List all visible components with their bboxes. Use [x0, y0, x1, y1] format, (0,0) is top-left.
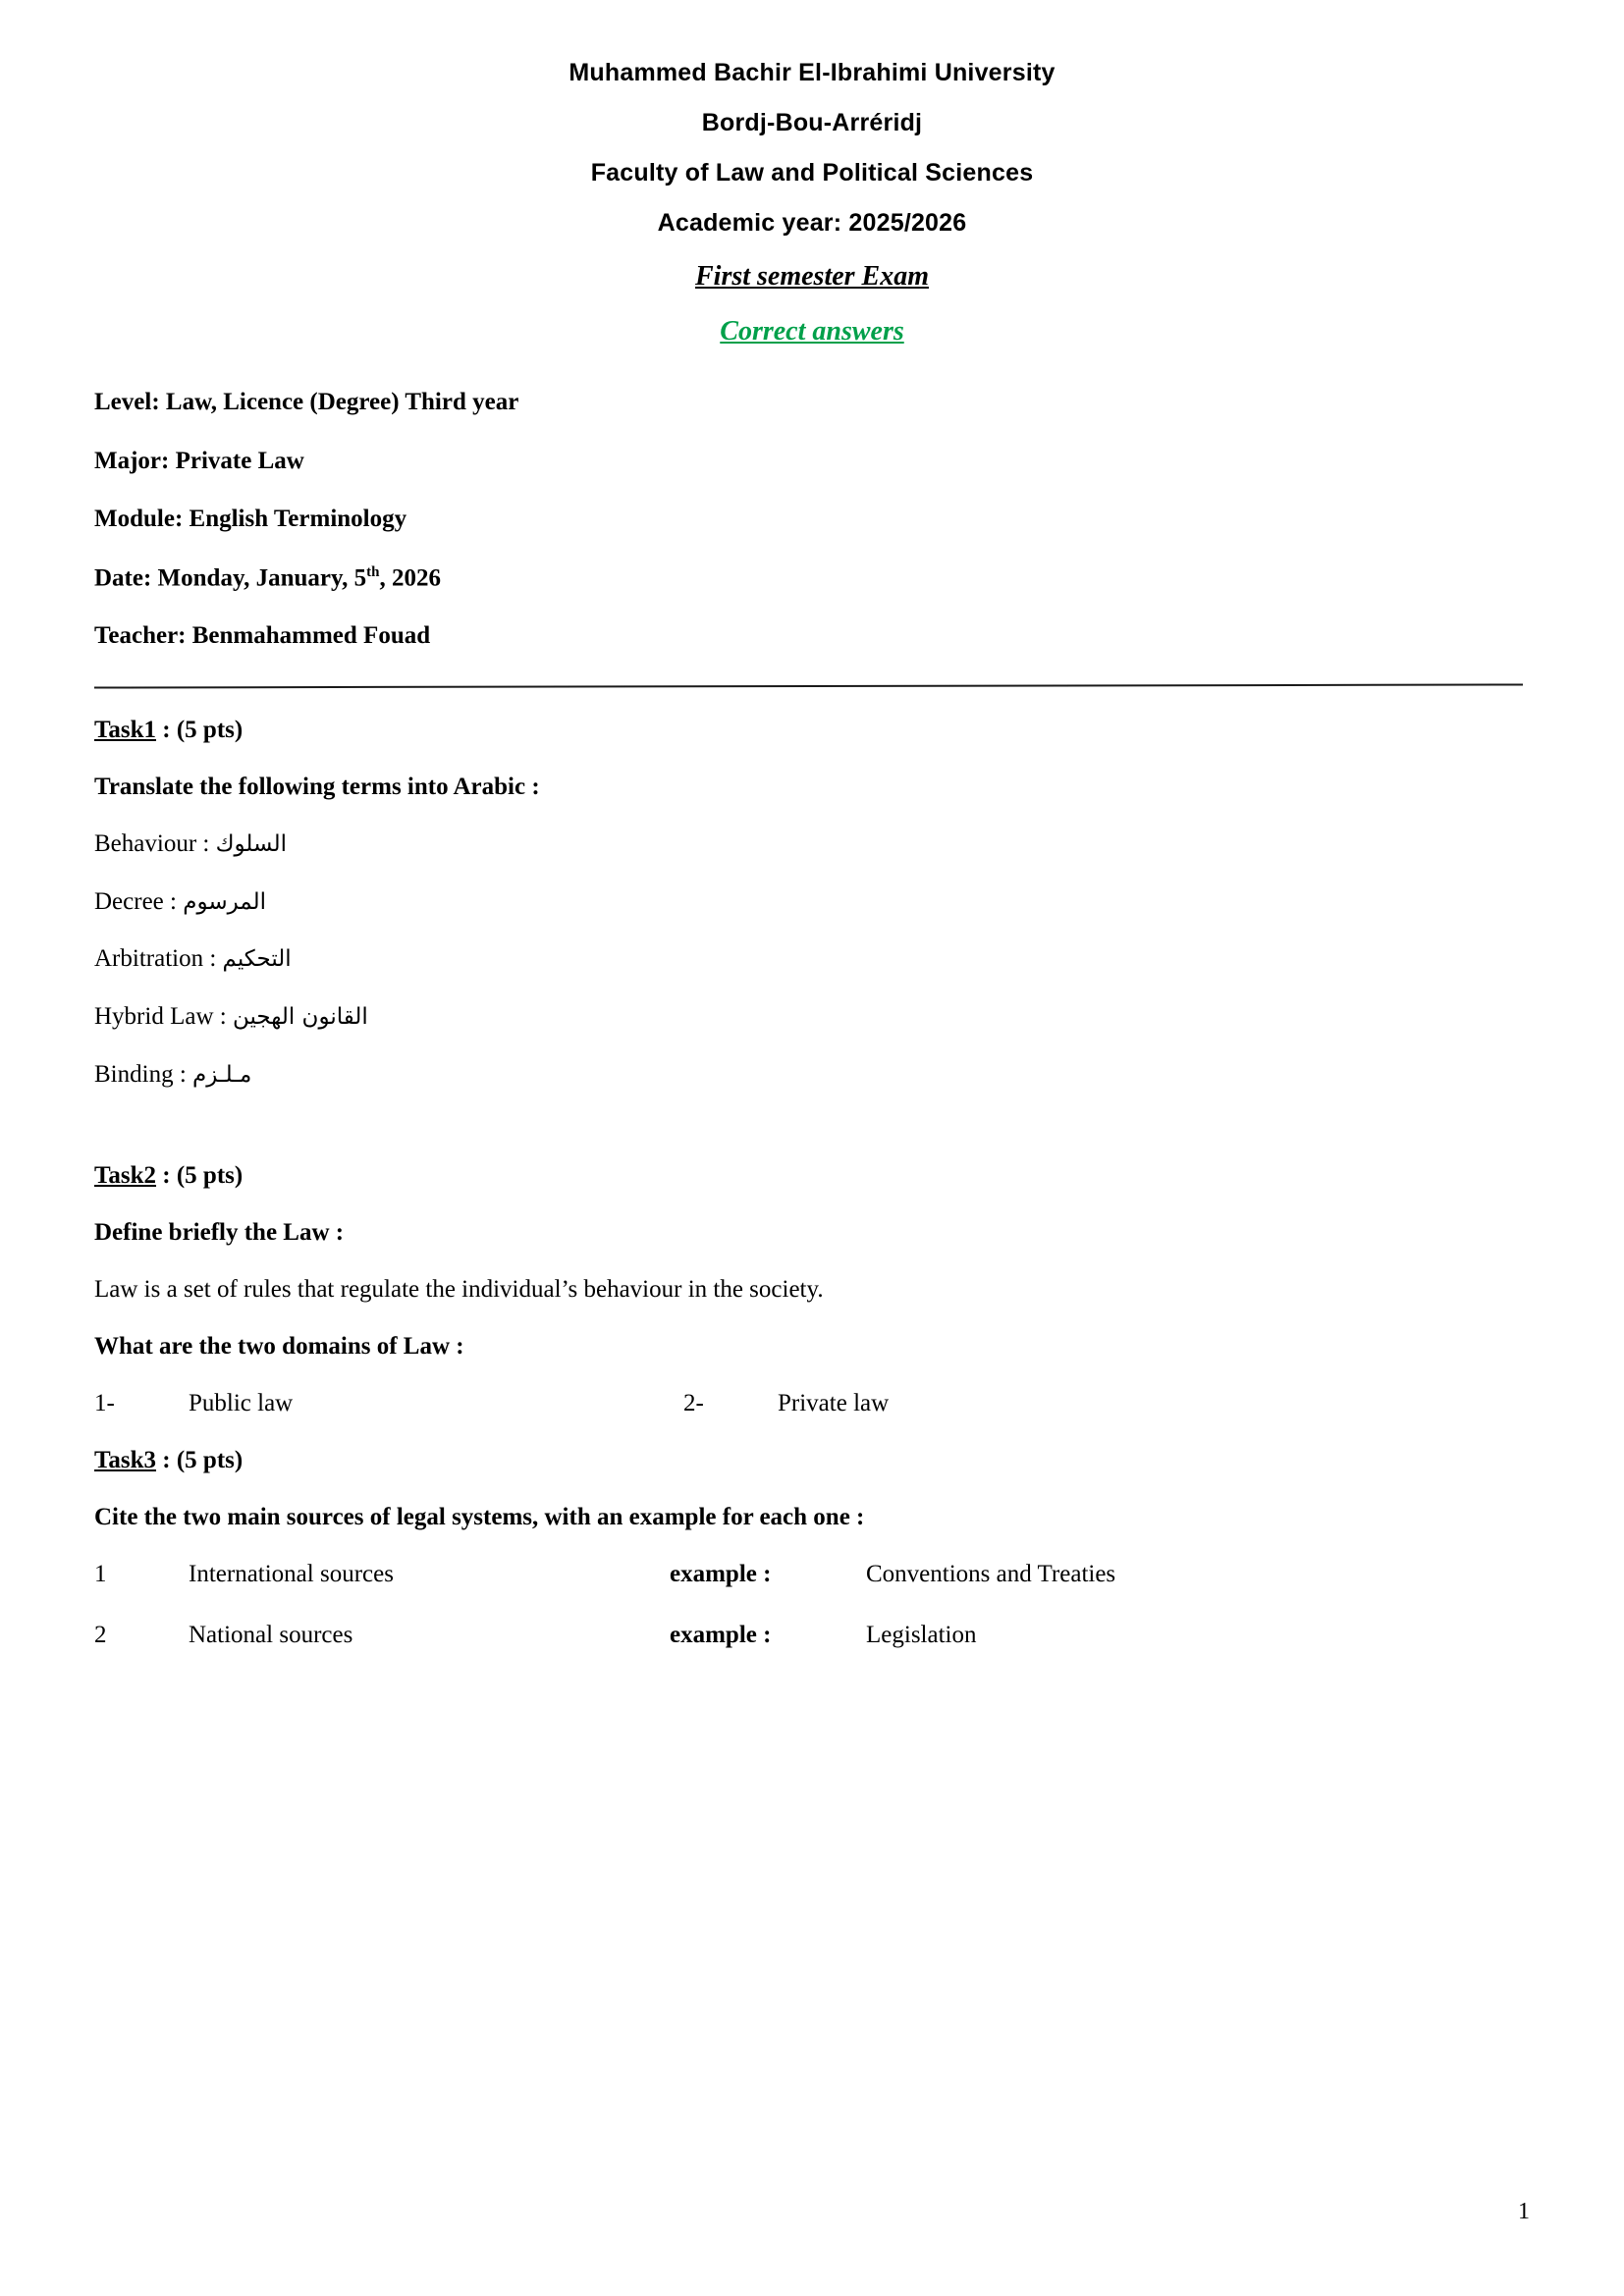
meta-level: Level: Law, Licence (Degree) Third year: [94, 389, 519, 415]
task2-label: Task2: [94, 1161, 157, 1189]
spacer: [94, 1119, 1530, 1162]
term-arabic: التحكيم: [222, 946, 292, 973]
task3-points: : (5 pts): [156, 1447, 244, 1474]
source-name: National sources: [189, 1622, 353, 1649]
law-domains-row: [94, 1390, 1530, 1417]
term-arabic: القانون الهجين: [232, 1004, 368, 1031]
term-text: Hybrid Law :: [94, 1003, 233, 1031]
meta-date-ordinal: th: [366, 563, 380, 580]
meta-date: [94, 564, 1530, 592]
meta-date-prefix: Date: Monday, January, 5: [94, 563, 367, 591]
domain-name: Public law: [189, 1390, 294, 1417]
term-text: Decree :: [94, 887, 184, 915]
task2-prompt-domains: What are the two domains of Law :: [94, 1333, 464, 1361]
term-text: Binding :: [94, 1060, 193, 1088]
source-index: 2: [94, 1622, 107, 1649]
source-example-label: example :: [670, 1561, 772, 1588]
meta-teacher: Teacher: Benmahammed Fouad: [94, 622, 431, 650]
task1-points: : (5 pts): [156, 716, 244, 743]
source-row: [94, 1561, 1530, 1588]
task2-heading: [94, 1162, 1530, 1190]
term-text: Behaviour :: [94, 829, 216, 857]
task1-heading: [94, 717, 1530, 744]
term-arabic: السلوك: [215, 830, 287, 857]
task1-prompt: Translate the following terms into Arabic :: [94, 773, 540, 800]
domain-name: Private law: [778, 1390, 890, 1417]
translation-item: [94, 888, 1530, 917]
term-arabic: المرسوم: [183, 888, 266, 915]
university-header: [94, 61, 1530, 236]
correct-answers-label: Correct answers: [720, 316, 904, 347]
translation-item: [94, 945, 1530, 974]
academic-year: Academic year: 2025/2026: [657, 209, 967, 237]
meta-major: Major: Private Law: [94, 447, 304, 474]
university-name: Muhammed Bachir El-Ibrahimi University: [568, 59, 1056, 86]
page-number: 1: [1518, 2199, 1530, 2224]
term-arabic: مـلـزم: [192, 1061, 252, 1088]
meta-date-suffix: , 2026: [379, 563, 441, 591]
task3-heading: [94, 1447, 1530, 1474]
source-example-value: Conventions and Treaties: [866, 1561, 1116, 1588]
domain-index: 1-: [94, 1390, 115, 1417]
translation-item: [94, 830, 1530, 859]
task2-prompt: Define briefly the Law :: [94, 1218, 345, 1246]
meta-module: Module: English Terminology: [94, 506, 407, 532]
translation-item: [94, 1061, 1530, 1090]
source-example-value: Legislation: [866, 1622, 977, 1649]
task3-label: Task3: [94, 1447, 157, 1474]
term-text: Arbitration :: [94, 945, 223, 973]
domain-item: [683, 1390, 889, 1417]
translation-item: [94, 1003, 1530, 1032]
university-city: Bordj-Bou-Arréridj: [701, 109, 923, 136]
source-name: International sources: [189, 1561, 394, 1588]
horizontal-divider: [94, 683, 1523, 688]
domain-index: 2-: [683, 1390, 704, 1417]
task2-points: : (5 pts): [156, 1161, 244, 1189]
exam-title: First semester Exam: [694, 261, 929, 292]
domain-item: [94, 1390, 683, 1417]
faculty-name: Faculty of Law and Political Sciences: [590, 159, 1034, 187]
source-index: 1: [94, 1561, 107, 1588]
source-example-label: example :: [670, 1622, 772, 1649]
law-definition: Law is a set of rules that regulate the individual’s behaviour in the society.: [94, 1275, 824, 1303]
task3-prompt: Cite the two main sources of legal systems, with an example for each one :: [94, 1504, 865, 1531]
task1-label: Task1: [94, 716, 157, 743]
source-row: [94, 1622, 1530, 1649]
